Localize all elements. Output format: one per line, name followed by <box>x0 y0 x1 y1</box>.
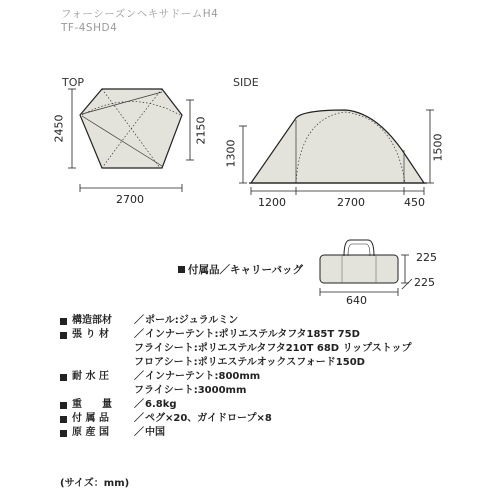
spec-row: 原 産 国 ／ 中国 <box>60 426 411 440</box>
spec-key: 構造部材 <box>72 315 112 326</box>
side-dim-right: 450 <box>404 196 425 209</box>
side-view-fly <box>251 110 424 183</box>
spec-key: 重 量 <box>72 399 112 410</box>
bullet-square <box>60 374 67 381</box>
spec-value: フライシート:ポリエステルタフタ210T 68D リップストップ <box>134 343 412 354</box>
spec-key: 原 産 国 <box>72 427 109 438</box>
bag-dim-length: 640 <box>346 294 367 307</box>
spec-value: フロアシート:ポリエステルオックスフォード150D <box>134 357 365 368</box>
top-dim-outer-height: 2450 <box>52 114 66 143</box>
top-view-drawing <box>68 89 194 192</box>
side-view-label: SIDE <box>233 76 259 89</box>
unit-note: (サイズ：mm) <box>60 478 130 489</box>
side-dim-middle: 2700 <box>337 196 365 209</box>
spec-row: 付 属 品 ／ ペグ×20、ガイドロープ×8 <box>60 412 411 426</box>
bag-dim-height: 225 <box>416 251 437 264</box>
side-view-drawing <box>239 110 434 195</box>
top-dim-width: 2700 <box>116 193 144 206</box>
side-dim-outer-height: 1500 <box>431 133 445 162</box>
top-view-label: TOP <box>62 76 85 89</box>
spec-value: フライシート:3000mm <box>134 385 247 396</box>
spec-list <box>60 314 411 440</box>
accessory-text: 付属品／キャリーバッグ <box>188 264 303 276</box>
top-dim-inner-height: 2150 <box>194 116 208 145</box>
side-dim-left: 1200 <box>258 196 286 209</box>
side-dim-inner-height: 1300 <box>224 139 238 168</box>
bag-dim-depth: 225 <box>414 276 435 289</box>
spec-value: ポール:ジュラルミン <box>145 315 239 326</box>
bullet-square <box>60 402 67 409</box>
spec-row: 耐 水 圧 ／ インナーテント:800mm <box>60 370 411 384</box>
model-code: TF-4SHD4 <box>61 22 118 34</box>
bullet-square <box>60 318 67 325</box>
spec-value: 中国 <box>145 427 165 438</box>
bag-body <box>320 255 398 283</box>
spec-key: 耐 水 圧 <box>72 371 109 382</box>
product-name: フォーシーズンヘキサドームH4 <box>61 8 219 20</box>
spec-value: ペグ×20、ガイドロープ×8 <box>145 413 272 424</box>
spec-row: 構造部材 ／ ポール:ジュラルミン <box>60 314 411 328</box>
bullet-square <box>60 416 67 423</box>
spec-value: 6.8kg <box>145 399 177 410</box>
spec-key: 張 り 材 <box>72 329 109 340</box>
accessory-label <box>178 262 303 277</box>
spec-key: 付 属 品 <box>72 413 109 424</box>
bullet-square <box>178 266 185 273</box>
bullet-square <box>60 332 67 339</box>
carry-bag-drawing <box>320 240 412 296</box>
spec-value: インナーテント:800mm <box>145 371 261 382</box>
spec-value: インナーテント:ポリエステルタフタ185T 75D <box>145 329 360 340</box>
spec-row: 重 量 ／ 6.8kg <box>60 398 411 412</box>
bullet-square <box>60 430 67 437</box>
spec-row: 張 り 材 ／ インナーテント:ポリエステルタフタ185T 75D <box>60 328 411 342</box>
